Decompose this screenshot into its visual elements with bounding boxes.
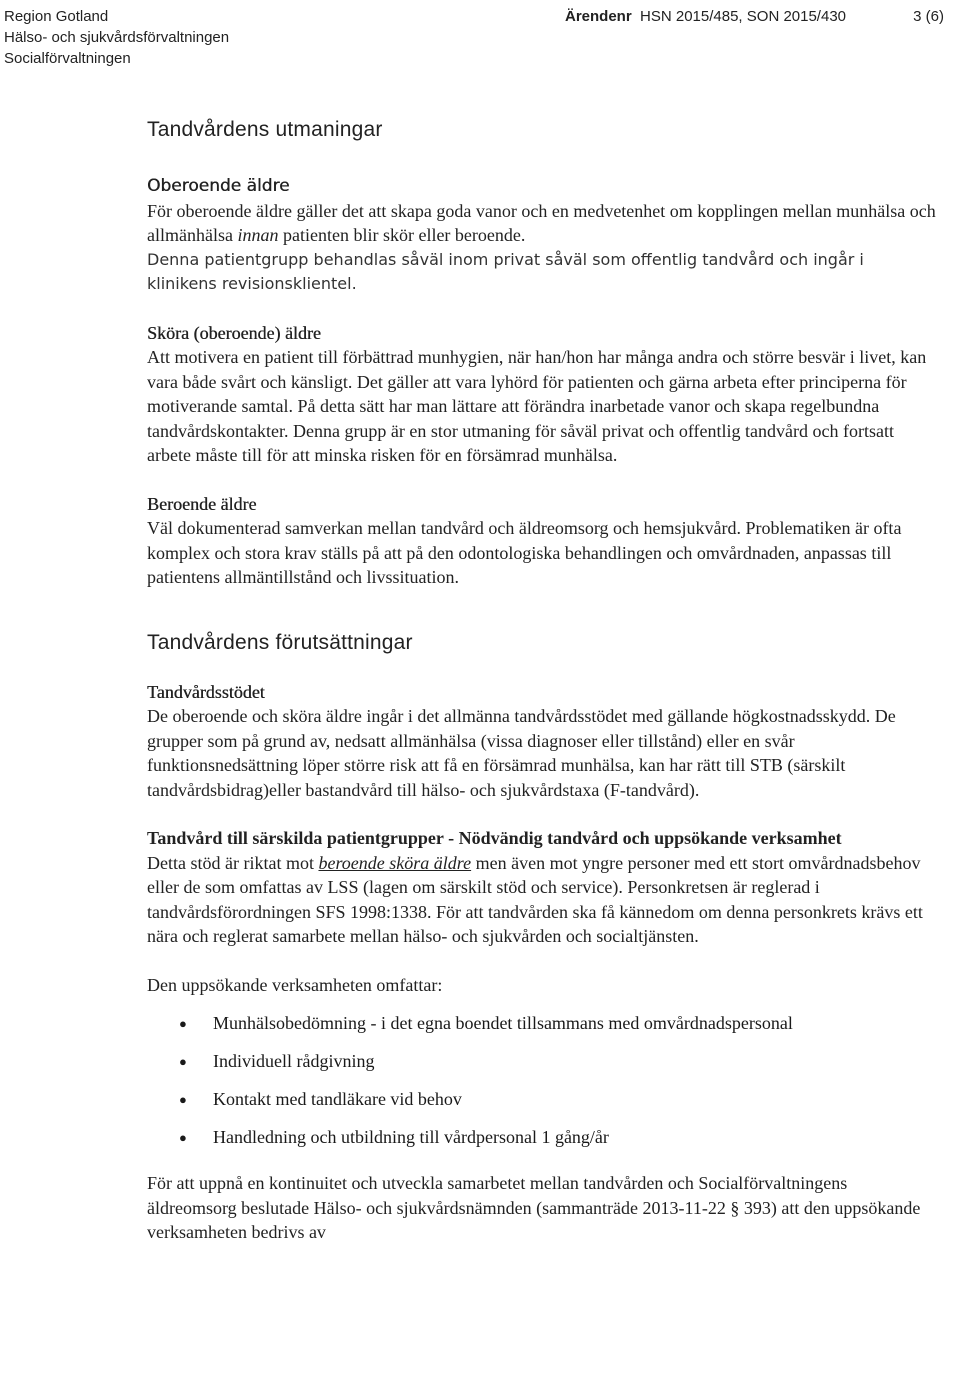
list-item: ● Kontakt med tandläkare vid behov: [147, 1085, 937, 1114]
document-body: [147, 115, 937, 1245]
header-org-line: Socialförvaltningen: [4, 50, 131, 67]
text-sarskilda-1: Detta stöd är riktat mot: [147, 852, 319, 873]
heading-beroende-aldre: Beroende äldre: [147, 493, 257, 514]
text-oberoende-2: patienten blir skör eller beroende.: [278, 225, 526, 245]
paragraph-oberoende: [147, 199, 937, 248]
paragraph-skora: Att motivera en patient till förbättrad munhygien, när han/hon har många andra och större besvär i livet, kan vara både svårt och känsligt. Det gäller att vara lyhörd för patienten och gärna arbeta efter principerna för motiverande samtal. På detta sätt har man lättare att förändra inarbetade vanor och skapa regelbundna tandvårdskontakter. Denna grupp är en stor utmaning för såväl privat och offentlig tandvård och fortsatt arbete måste till för att minska risken för en försämrad munhälsa.: [147, 347, 927, 465]
emphasis-innan: innan: [237, 225, 279, 245]
header-org-line: Hälso- och sjukvårdsförvaltningen: [4, 29, 230, 46]
page-number: 3 (6): [913, 8, 944, 25]
heading-sarskilda-patientgrupper: Tandvård till särskilda patientgrupper - Nödvändig tandvård och uppsökande verksamhet: [147, 828, 842, 848]
header-org-line: Region Gotland: [4, 8, 109, 25]
list-item: ● Individuell rådgivning: [147, 1047, 937, 1076]
section-title-utmaningar: Tandvårdens utmaningar: [147, 118, 383, 141]
paragraph-closing: För att uppnå en kontinuitet och utveckla samarbetet mellan tandvården och Socialförvaltningens äldreomsorg beslutade Hälso- och sjukvårdsnämnden (sammanträde 2013-11-22 § 393) att den uppsökande verksamheten bedrivs av: [147, 1173, 921, 1242]
paragraph-tandvardsstodet: De oberoende och sköra äldre ingår i det allmänna tandvårdsstödet med gällande högkostnadsskydd. De grupper som på grund av, nedsatt allmänhälsa (vissa diagnoser eller tillstånd) eller en svår funktionsnedsättning löper större risk att få en försämrad munhälsa, kan har rätt till STB (särskilt tandvårdsbidrag)eller bastandvård till hälso- och sjukvårdstaxa (F-tandvård).: [147, 706, 896, 800]
case-label: Ärendenr: [565, 8, 632, 25]
header-case-number: [565, 6, 846, 27]
text-sarskilda-2: men även mot yngre personer med ett stort omvårdnadsbehov eller de som omfattas av LSS (lagen om särskilt stöd och service). Personkretsen är reglerad i tandvårdsförordningen SFS 1998:1338. För att tandvården ska få kännedom om denna personkrets krävs ett nära och reglerat samarbete mellan hälso- och sjukvården och socialtjänsten.: [147, 852, 923, 946]
paragraph-sarskilda: [147, 851, 937, 949]
paragraph-oberoende-revision: Denna patientgrupp behandlas såväl inom privat såväl som offentlig tandvård och ingår i klinikens revisionsklientel.: [147, 249, 864, 293]
list-item: ● Munhälsobedömning - i det egna boendet tillsammans med omvårdnadspersonal: [147, 1009, 937, 1038]
section-title-forutsattningar: Tandvårdens förutsättningar: [147, 630, 413, 654]
bullet-list-uppsokande: [147, 1009, 937, 1152]
heading-oberoende-aldre: Oberoende äldre: [147, 176, 290, 196]
header-organization: [4, 6, 229, 69]
heading-skora-aldre: Sköra (oberoende) äldre: [147, 322, 321, 343]
list-item: ● Handledning och utbildning till vårdpersonal 1 gång/år: [147, 1123, 937, 1152]
case-numbers: HSN 2015/485, SON 2015/430: [640, 8, 847, 25]
paragraph-beroende: Väl dokumenterad samverkan mellan tandvård och äldreomsorg och hemsjukvård. Problematiken är ofta komplex och stora krav ställs på att på den odontologiska behandlingen och omvårdnaden, anpassas till patientens allmäntillstånd och livssituation.: [147, 518, 902, 587]
link-beroende-skora-aldre[interactable]: beroende sköra äldre: [318, 852, 472, 873]
paragraph-uppsokande-intro: Den uppsökande verksamheten omfattar:: [147, 974, 443, 995]
heading-tandvardsstodet: Tandvårdsstödet: [147, 681, 265, 702]
text-oberoende-1: För oberoende äldre gäller det att skapa goda vanor och en medvetenhet om kopplingen mellan munhälsa och allmänhälsa: [147, 200, 936, 245]
